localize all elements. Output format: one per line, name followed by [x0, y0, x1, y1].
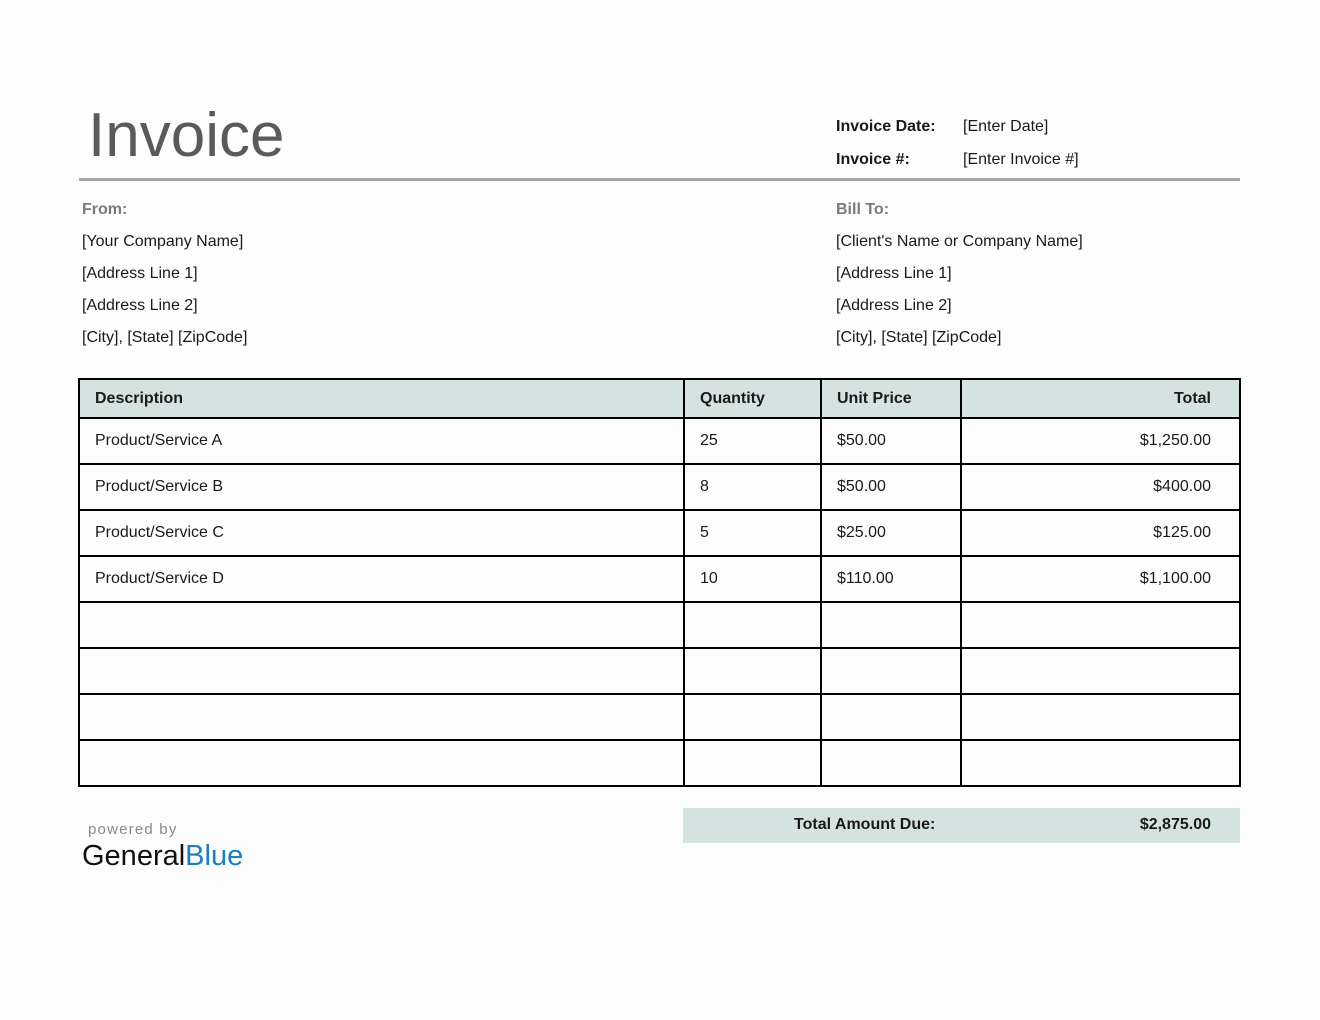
table-row-empty — [79, 648, 1240, 694]
from-company-name[interactable]: [Your Company Name] — [82, 233, 244, 250]
cell-quantity[interactable] — [684, 648, 821, 694]
cell-unit-price[interactable] — [821, 602, 961, 648]
invoice-number-field[interactable]: [Enter Invoice #] — [963, 151, 1079, 168]
cell-quantity[interactable]: 25 — [684, 418, 821, 464]
bill-to-address-line-2[interactable]: [Address Line 2] — [836, 297, 952, 314]
bill-to-heading: Bill To: — [836, 201, 890, 218]
table-row — [79, 510, 1240, 556]
cell-description[interactable]: Product/Service D — [79, 556, 684, 602]
from-heading: From: — [82, 201, 128, 218]
column-header-description: Description — [79, 379, 684, 418]
total-amount-due-bar — [683, 808, 1240, 843]
cell-total[interactable]: $400.00 — [961, 464, 1240, 510]
cell-description[interactable]: Product/Service B — [79, 464, 684, 510]
from-address-line-1[interactable]: [Address Line 1] — [82, 265, 198, 282]
cell-quantity[interactable]: 10 — [684, 556, 821, 602]
cell-total[interactable]: $125.00 — [961, 510, 1240, 556]
bill-to-client-name[interactable]: [Client's Name or Company Name] — [836, 233, 1083, 250]
from-block — [82, 199, 247, 359]
from-address-line-2[interactable]: [Address Line 2] — [82, 297, 198, 314]
from-city-state-zip[interactable]: [City], [State] [ZipCode] — [82, 329, 248, 346]
table-row-empty — [79, 740, 1240, 786]
invoice-date-label: Invoice Date: — [836, 118, 936, 135]
table-row — [79, 418, 1240, 464]
total-amount-due-value: $2,875.00 — [1139, 816, 1211, 833]
cell-unit-price[interactable]: $25.00 — [821, 510, 961, 556]
cell-unit-price[interactable] — [821, 648, 961, 694]
bill-to-block — [836, 199, 1083, 359]
table-header-row — [79, 379, 1240, 418]
cell-total[interactable] — [961, 602, 1240, 648]
cell-total[interactable]: $1,250.00 — [961, 418, 1240, 464]
cell-total[interactable] — [961, 694, 1240, 740]
header-divider — [79, 178, 1240, 181]
cell-quantity[interactable] — [684, 694, 821, 740]
cell-quantity[interactable]: 8 — [684, 464, 821, 510]
invoice-date-field[interactable]: [Enter Date] — [963, 118, 1049, 135]
column-header-quantity: Quantity — [684, 379, 821, 418]
table-row-empty — [79, 602, 1240, 648]
page-title: Invoice — [88, 101, 285, 170]
cell-description[interactable] — [79, 602, 684, 648]
column-header-total: Total — [961, 379, 1240, 418]
cell-unit-price[interactable]: $50.00 — [821, 464, 961, 510]
cell-unit-price[interactable] — [821, 740, 961, 786]
invoice-number-label: Invoice #: — [836, 151, 910, 168]
cell-description[interactable] — [79, 648, 684, 694]
generalblue-logo[interactable] — [82, 838, 243, 874]
cell-unit-price[interactable] — [821, 694, 961, 740]
cell-total[interactable] — [961, 740, 1240, 786]
line-items-table — [78, 378, 1241, 787]
cell-description[interactable]: Product/Service C — [79, 510, 684, 556]
cell-description[interactable] — [79, 694, 684, 740]
cell-quantity[interactable] — [684, 740, 821, 786]
bill-to-city-state-zip[interactable]: [City], [State] [ZipCode] — [836, 329, 1002, 346]
table-row — [79, 464, 1240, 510]
column-header-unit-price: Unit Price — [821, 379, 961, 418]
cell-unit-price[interactable]: $50.00 — [821, 418, 961, 464]
cell-description[interactable] — [79, 740, 684, 786]
cell-unit-price[interactable]: $110.00 — [821, 556, 961, 602]
logo-text-general: General — [82, 840, 186, 872]
logo-text-blue: Blue — [185, 840, 244, 872]
table-row-empty — [79, 694, 1240, 740]
bill-to-address-line-1[interactable]: [Address Line 1] — [836, 265, 952, 282]
cell-quantity[interactable] — [684, 602, 821, 648]
cell-total[interactable]: $1,100.00 — [961, 556, 1240, 602]
cell-description[interactable]: Product/Service A — [79, 418, 684, 464]
powered-by-text: powered by — [88, 821, 178, 838]
total-amount-due-label: Total Amount Due: — [794, 816, 936, 833]
cell-total[interactable] — [961, 648, 1240, 694]
cell-quantity[interactable]: 5 — [684, 510, 821, 556]
table-row — [79, 556, 1240, 602]
